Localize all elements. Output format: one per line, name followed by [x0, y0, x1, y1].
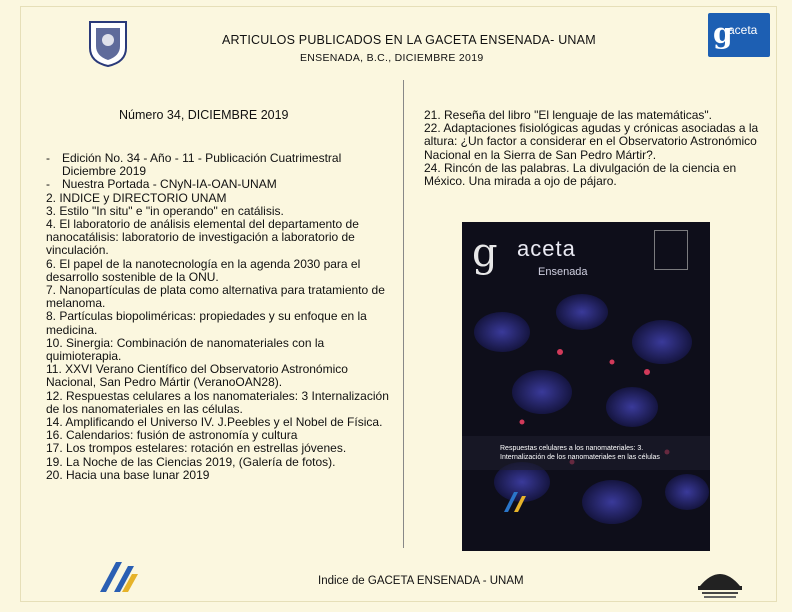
- list-item: [46, 363, 396, 389]
- list-item-text: 19. La Noche de las Ciencias 2019, (Galería de fotos).: [46, 454, 336, 469]
- gaceta-logo-text: aceta: [728, 23, 758, 37]
- article-list-right: [424, 109, 764, 188]
- cover-band-text: Respuestas celulares a los nanomateriales: 3. Internalización de los nanomateriales en las células: [500, 445, 660, 461]
- list-item: [46, 284, 396, 310]
- list-item-text: Nuestra Portada - CNyN-IA-OAN-UNAM: [62, 177, 277, 192]
- list-item: [46, 337, 396, 363]
- list-item-text: 14. Amplificando el Universo IV. J.Peebles y el Nobel de Física.: [46, 415, 383, 430]
- list-item: [46, 310, 396, 336]
- list-item: 22. Adaptaciones fisiológicas agudas y crónicas asociadas a la altura: ¿Un factor a considerar en el Observatorio Astronómico Nacional en la Sierra de San Pedro Mártir?.: [424, 121, 759, 162]
- list-item-text: 10. Sinergia: Combinación de nanomateriales con la quimioterapia.: [46, 335, 325, 364]
- list-bullet: -: [46, 177, 50, 192]
- list-item: 24. Rincón de las palabras. La divulgación de la ciencia en México. Una mirada a ojo de pájaro.: [424, 160, 737, 189]
- list-item: [46, 469, 396, 482]
- list-bullet: -: [46, 151, 50, 165]
- list-item: [46, 218, 396, 258]
- cover-title: aceta: [517, 236, 576, 261]
- institute-logo-icon: [98, 558, 142, 594]
- footer-text: Indice de GACETA ENSENADA - UNAM: [318, 575, 524, 587]
- observatory-logo-icon: [694, 558, 746, 602]
- cover-institute-icon: [502, 490, 530, 514]
- header-subtitle: ENSENADA, B.C., DICIEMBRE 2019: [300, 52, 484, 64]
- list-item-text: 20. Hacia una base lunar 2019: [46, 467, 210, 482]
- column-divider: [403, 80, 404, 548]
- list-item-text: 16. Calendarios: fusión de astronomía y cultura: [46, 428, 298, 443]
- list-item-text: 6. El papel de la nanotecnología en la agenda 2030 para el desarrollo sostenible de la ONU.: [46, 256, 361, 284]
- cover-subtitle: Ensenada: [538, 266, 588, 278]
- list-item-text: 7. Nanopartículas de plata como alternativa para tratamiento de melanoma.: [46, 283, 385, 311]
- list-item-text: 12. Respuestas celulares a los nanomateriales: 3 Internalización de los nanomateriales en las células.: [46, 388, 389, 416]
- list-item-text: 8. Partículas biopoliméricas: propiedades y su enfoque en la medicina.: [46, 309, 367, 337]
- list-item-text: 11. XXVI Verano Científico del Observatorio Astronómico Nacional, San Pedro Mártir (VeranoOAN28).: [46, 362, 348, 390]
- cover-logo-letter: g: [472, 230, 498, 276]
- cover-shield-icon: [654, 230, 688, 270]
- header-title: ARTICULOS PUBLICADOS EN LA GACETA ENSENADA- UNAM: [222, 33, 596, 47]
- unam-seal-icon: [86, 18, 130, 68]
- list-item: [46, 258, 396, 284]
- issue-number: Número 34, DICIEMBRE 2019: [119, 108, 289, 122]
- gaceta-logo: [708, 13, 770, 57]
- list-item-text: 17. Los trompos estelares: rotación en estrellas jóvenes.: [46, 441, 347, 456]
- list-item: [46, 390, 396, 416]
- article-list-left: [46, 152, 396, 482]
- list-item-text: 2. INDICE y DIRECTORIO UNAM: [46, 190, 227, 205]
- gaceta-logo-letter: g: [713, 17, 733, 50]
- list-item-text: 3. Estilo "In situ" e "in operando" en catálisis.: [46, 203, 284, 218]
- list-item-text: 4. El laboratorio de análisis elemental del departamento de nanocatálisis: laboratorio de investigación a laboratorio de vinculación.: [46, 217, 359, 258]
- list-item: 21. Reseña del libro "El lenguaje de las matemáticas".: [424, 108, 713, 122]
- list-item: [46, 152, 396, 178]
- list-item-text: Edición No. 34 - Año - 11 - Publicación Cuatrimestral Diciembre 2019: [62, 151, 342, 179]
- cover-image: [462, 222, 710, 551]
